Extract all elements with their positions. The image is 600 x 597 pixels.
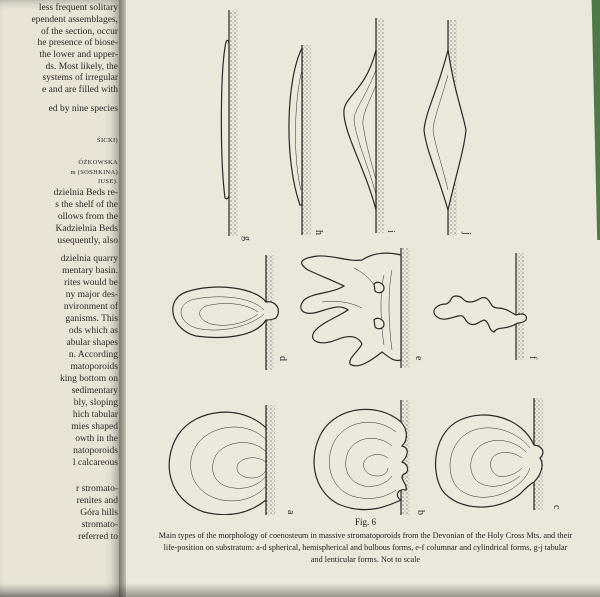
morphology-figure bbox=[126, 0, 600, 515]
panel-label-g: g bbox=[241, 236, 252, 241]
figure-number: Fig. 6 bbox=[355, 517, 377, 527]
left-text-line: ods which as bbox=[68, 326, 118, 336]
left-text-line: nvironment of bbox=[63, 302, 118, 312]
left-text-line: ÓŻKOWSKA bbox=[78, 159, 118, 166]
panel-label-b: b bbox=[415, 510, 426, 515]
left-text-line: mies shaped bbox=[71, 422, 118, 432]
left-text-line: ds. Most likely, the bbox=[45, 62, 118, 72]
panel-i-bulbous-form bbox=[344, 18, 396, 233]
left-text-line: the lower and upper- bbox=[39, 50, 118, 60]
panel-e-columnar-form bbox=[301, 248, 424, 368]
panel-d-bulbous-form bbox=[173, 255, 288, 370]
left-text-line: systems of irregular bbox=[42, 73, 118, 83]
left-text-line: dzielnia Beds re- bbox=[53, 188, 118, 198]
left-text-line: ependent assemblages, bbox=[31, 15, 118, 25]
left-text-line: IUSE). bbox=[97, 178, 118, 185]
left-text-line: natoporoids bbox=[73, 446, 118, 456]
panel-a-spherical-form bbox=[169, 405, 296, 515]
panel-label-j: j bbox=[461, 232, 472, 235]
left-text-line: r stromato- bbox=[76, 484, 118, 494]
page-shadow bbox=[0, 583, 600, 597]
left-text-line: ollows from the bbox=[57, 212, 118, 222]
panel-b-hemispherical-form bbox=[314, 400, 426, 515]
left-text-line: ny major des- bbox=[65, 290, 118, 300]
left-text-line: ganisms. This bbox=[65, 314, 118, 324]
left-text-line: Kadzielnia Beds bbox=[55, 224, 118, 234]
left-text-line: of the section, occur bbox=[40, 27, 118, 37]
left-text-line: stromato- bbox=[81, 520, 118, 530]
left-text-line: e and are filled with bbox=[42, 85, 118, 95]
left-text-line: dzielnia quarry bbox=[60, 254, 118, 264]
left-text-line: ŚICKI) bbox=[97, 137, 118, 144]
panel-label-a: a bbox=[285, 510, 296, 515]
left-text-line: referred to bbox=[78, 532, 118, 542]
left-text-line: less frequent solitary bbox=[38, 3, 118, 13]
panel-label-h: h bbox=[313, 230, 324, 235]
left-text-line: usequently, also bbox=[57, 236, 118, 246]
left-text-line: king bottom on bbox=[59, 374, 118, 384]
left-text-line: l calcareous bbox=[72, 458, 118, 468]
panel-h-lenticular-form bbox=[289, 45, 324, 235]
left-page bbox=[0, 0, 122, 597]
left-text-line: renites and bbox=[76, 496, 118, 506]
left-text-line: m (SOSHKINA) bbox=[70, 169, 118, 176]
left-text-line: he presence of biose- bbox=[37, 38, 118, 48]
left-text-line: n. According bbox=[68, 350, 118, 360]
panel-label-c: c bbox=[551, 505, 562, 510]
left-text-line: rites would be bbox=[64, 278, 118, 288]
panel-f-cylindrical-form bbox=[434, 253, 538, 360]
panel-label-e: e bbox=[413, 356, 424, 361]
left-text-line: sedimentary bbox=[71, 386, 118, 396]
panel-label-d: d bbox=[277, 356, 288, 361]
left-text-line: abular shapes bbox=[66, 338, 118, 348]
left-text-line: owth in the bbox=[75, 434, 118, 444]
left-text-line: Góra hills bbox=[80, 508, 118, 518]
left-text-line: matoporoids bbox=[70, 362, 118, 372]
panel-label-i: i bbox=[385, 230, 396, 233]
panel-c-bulbous-hemispherical-form bbox=[436, 398, 562, 510]
left-text-line: mentary basin. bbox=[62, 266, 118, 276]
left-text-line: s the shelf of the bbox=[55, 200, 118, 210]
panel-j-lenticular-form bbox=[424, 20, 472, 235]
figure-caption: Main types of the morphology of coenosteum in massive stromatoporoids from the Devonian of the Holy Cross Mts. and their life-position on substratum: a-d spherical, hemispherical and bulbous forms, e-f columnar and cylindrical forms, g-j tabular and lenticular forms. Not to scale bbox=[158, 531, 573, 564]
left-text-line: bly, sloping bbox=[73, 398, 118, 408]
left-text-line: hich tabular bbox=[72, 410, 118, 420]
panel-label-f: f bbox=[527, 356, 538, 360]
left-text-line: ed by nine species bbox=[48, 104, 118, 114]
panel-g-tabular-form bbox=[221, 10, 252, 241]
